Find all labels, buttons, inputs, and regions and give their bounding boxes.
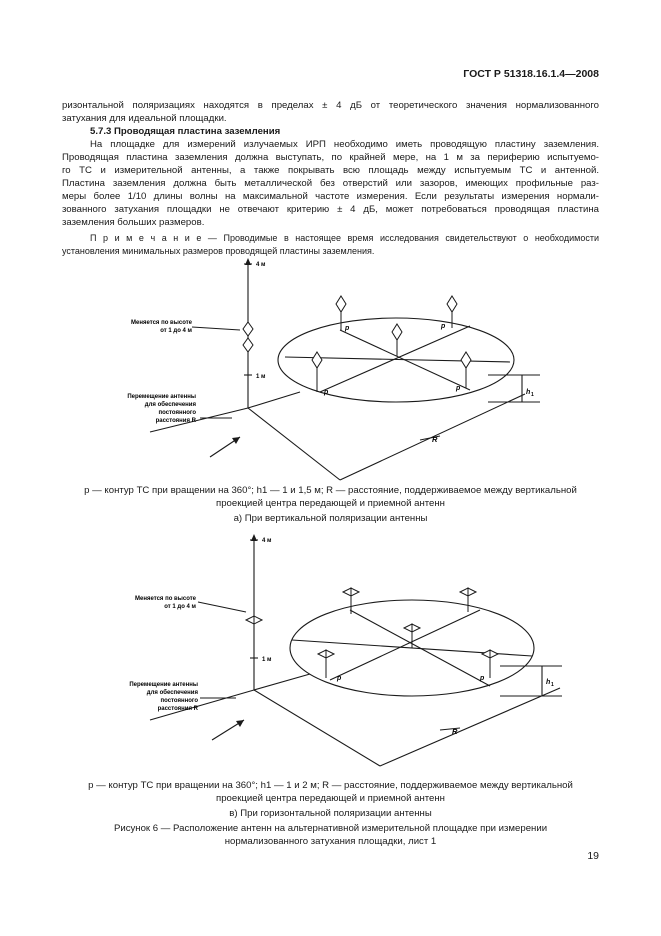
vary-leader [192,327,240,330]
ellipse-axis-3 [350,610,490,686]
h1-label: h [546,679,551,686]
base-axis-right [248,392,300,408]
p-label: p [324,389,329,396]
move-arrowhead [232,437,240,444]
p-label: p [456,385,461,392]
dimension-line [380,688,560,766]
figure-a-diagram [0,252,661,482]
eut-antenna [482,650,498,678]
antenna-element [246,616,262,624]
section-line-6: зованного затухания площадки не отвечают критерию ± 4 дБ, может потребоваться проводящая пластина [62,204,599,215]
h1-subscript: 1 [531,392,534,398]
section-line-3: го ТС и измерительной антенны, а также покрывать всю площадь между испытуемым ТС и антенной. [62,165,599,176]
eut-antenna [461,352,471,388]
vary-height-label-1: Меняется по высоте [135,596,196,602]
section-heading: 5.7.3 Проводящая пластина заземления [90,126,281,137]
antenna-element [243,322,253,336]
figure-caption-line-2: нормализованного затухания площадки, лист 1 [224,836,437,847]
mast-arrowhead [251,534,257,541]
h1-subscript: 1 [551,682,554,688]
page-number: 19 [587,850,599,862]
section-line-4: Пластина заземления должна быть металлической без отверстий или зазоров, имеющих профильные раз- [62,178,599,189]
move-arrowhead [236,720,244,727]
intro-line-1: ризонтальной поляризациях находятся в пределах ± 4 дБ от теоретического значения нормализованного [62,100,599,111]
eut-antenna [343,588,359,614]
figure-a-legend-line-2: проекцией центра передающей и приемной антенн [216,498,445,509]
height-4m-label: 4 м [256,262,266,268]
vary-height-label-1: Меняется по высоте [131,320,192,326]
vary-leader [198,602,246,612]
p-label: p [337,675,342,682]
range-line [254,690,380,766]
move-label-2: для обеспечения [144,402,196,408]
height-1m-label: 1 м [256,374,266,380]
note-line-1: П р и м е ч а н и е — Проводимые в настоящее время исследования свидетельствуют о необходимости [90,233,599,243]
figure-b-legend-line-2: проекцией центра передающей и приемной антенн [216,793,445,804]
eut-antenna [460,588,476,612]
height-1m-label: 1 м [262,657,272,663]
vary-height-label-2: от 1 до 4 м [160,328,192,334]
figure-a-legend-line-1: p — контур ТС при вращении на 360°; h1 — 1 и 1,5 м; R — расстояние, поддерживаемое между вертикальной [84,485,577,496]
figure-b-legend-line-1: p — контур ТС при вращении на 360°; h1 — 1 и 2 м; R — расстояние, поддерживаемое между вертикальной [88,780,573,791]
figure-b-diagram [0,530,661,772]
move-label-1: Перемещение антенны [127,394,196,400]
antenna-element [243,338,253,352]
eut-antenna [392,324,402,356]
R-label: R [452,727,458,736]
mast-arrowhead [245,258,251,265]
base-axis-right [254,674,310,690]
eut-antenna [318,650,334,678]
range-line [248,408,340,480]
move-label-3: постоянного [160,698,198,704]
figure-caption-line-1: Рисунок 6 — Расположение антенн на альтернативной измерительной площадке при измерении [113,823,548,834]
p-label: p [345,325,350,332]
ellipse-axis-2 [330,610,480,680]
ellipse-axis-3 [340,330,470,390]
note-line-2: установления минимальных размеров проводящей пластины заземления. [62,246,375,256]
R-label: R [432,435,438,444]
eut-antenna [312,352,322,392]
p-label: p [441,323,446,330]
figure-a-caption: а) При вертикальной поляризации антенны [233,513,428,524]
document-id: ГОСТ Р 51318.16.1.4—2008 [463,68,599,80]
figure-b-caption: в) При горизонтальной поляризации антенны [229,808,432,819]
p-label: p [480,675,485,682]
move-label-1: Перемещение антенны [129,682,198,688]
move-label-4: расстояния R [157,706,198,712]
section-line-1: На площадке для измерений излучаемых ИРП необходимо иметь проводящую пластину заземления. [90,139,599,150]
section-line-7: заземления больших размеров. [62,217,205,228]
section-line-2: Проводящая пластина заземления должна выступать, по крайней мере, на 1 м за периферию испытуемо- [62,152,599,163]
move-label-2: для обеспечения [146,690,198,696]
height-4m-label: 4 м [262,538,272,544]
h1-label: h [526,389,531,396]
move-label-3: постоянного [158,410,196,416]
section-line-5: меры более 1/10 длины волны на максимальной частоте измерения. Если результаты измерения нормали- [62,191,599,202]
intro-line-2: затухания для идеальной площадки. [62,113,227,124]
move-label-4: расстояния R [155,418,196,424]
vary-height-label-2: от 1 до 4 м [164,604,196,610]
